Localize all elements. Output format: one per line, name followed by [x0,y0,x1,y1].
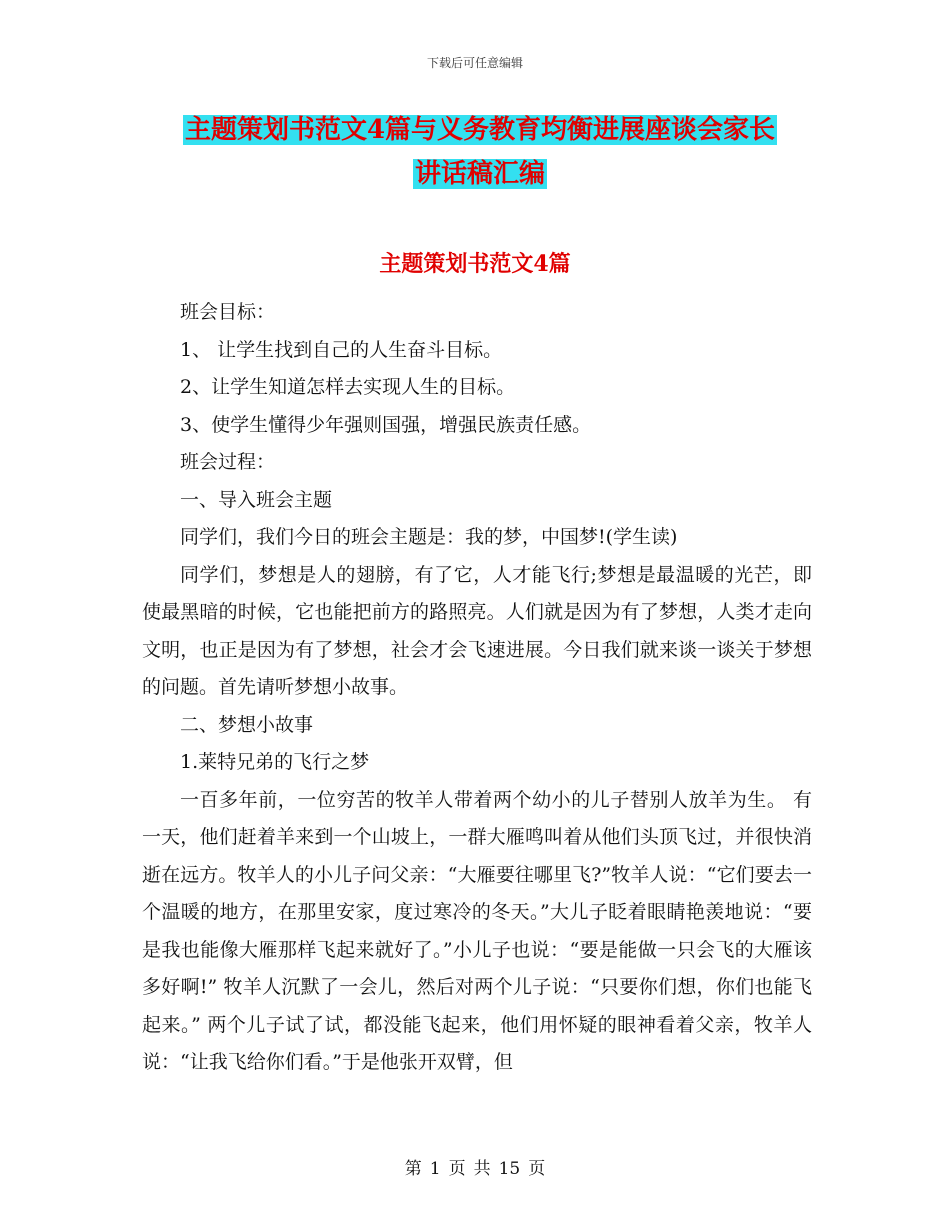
title-line-2: 讲话稿汇编 [414,159,545,189]
paragraph: 3、使学生懂得少年强则国强，增强民族责任感。 [180,413,592,436]
paragraph: 1、 让学生找到自己的人生奋斗目标。 [180,338,503,361]
footer-suffix: 页 [528,1159,546,1179]
footer-total-prefix: 共 [473,1159,491,1179]
header-note: 下载后可任意编辑 [426,56,523,70]
paragraph: 2、让学生知道怎样去实现人生的目标。 [180,376,516,398]
current-page-number: 1 [429,1159,441,1179]
paragraph: 同学们，我们今日的班会主题是：我的梦，中国梦!(学生读) [180,526,678,548]
title-line-1: 主题策划书范文4篇与义务教育均衡进展座谈会家长 [184,115,776,145]
page-footer [0,1154,950,1179]
paragraph: 二、梦想小故事 [180,713,314,736]
paragraph: 1.莱特兄弟的飞行之梦 [180,751,370,773]
paragraph: 同学们，梦想是人的翅膀，有了它，人才能飞行;梦想是最温暖的光芒，即使最黑暗的时候，它也能把前方的路照亮。人们就是因为有了梦想，人类才走向文明，也正是因为有了梦想，社会才会飞速进展。今日我们就来谈一谈关于梦想的问题。首先请听梦想小故事。 [142,563,812,698]
section-title: 主题策划书范文4篇 [379,251,571,277]
paragraph: 班会过程： [180,451,276,473]
footer-middle: 页 [448,1159,466,1179]
paragraph: 一百多年前，一位穷苦的牧羊人带着两个幼小的儿子替别人放羊为生。 有一天，他们赶着羊来到一个山坡上，一群大雁鸣叫着从他们头顶飞过，并很快消逝在远方。牧羊人的小儿子问父亲：“大雁要往哪里飞?”牧羊人说：“它们要去一个温暖的地方，在那里安家，度过寒冷的冬天。”大儿子眨着眼睛艳羡地说：“要是我也能像大雁那样飞起来就好了。”小儿子也说：“要是能做一只会飞的大雁该多好啊!” 牧羊人沉默了一会儿，然后对两个儿子说：“只要你们想，你们也能飞起来。” 两个儿子试了试，都没能飞起来，他们用怀疑的眼神看着父亲，牧羊人说：“让我飞给你们看。”于是他张开双臂，但 [142,788,812,1073]
paragraph: 班会目标： [180,301,276,323]
footer-prefix: 第 [404,1159,422,1179]
total-page-count: 15 [498,1159,521,1179]
paragraph: 一、导入班会主题 [180,488,333,511]
document-body [142,294,812,1082]
document-title [150,108,810,196]
